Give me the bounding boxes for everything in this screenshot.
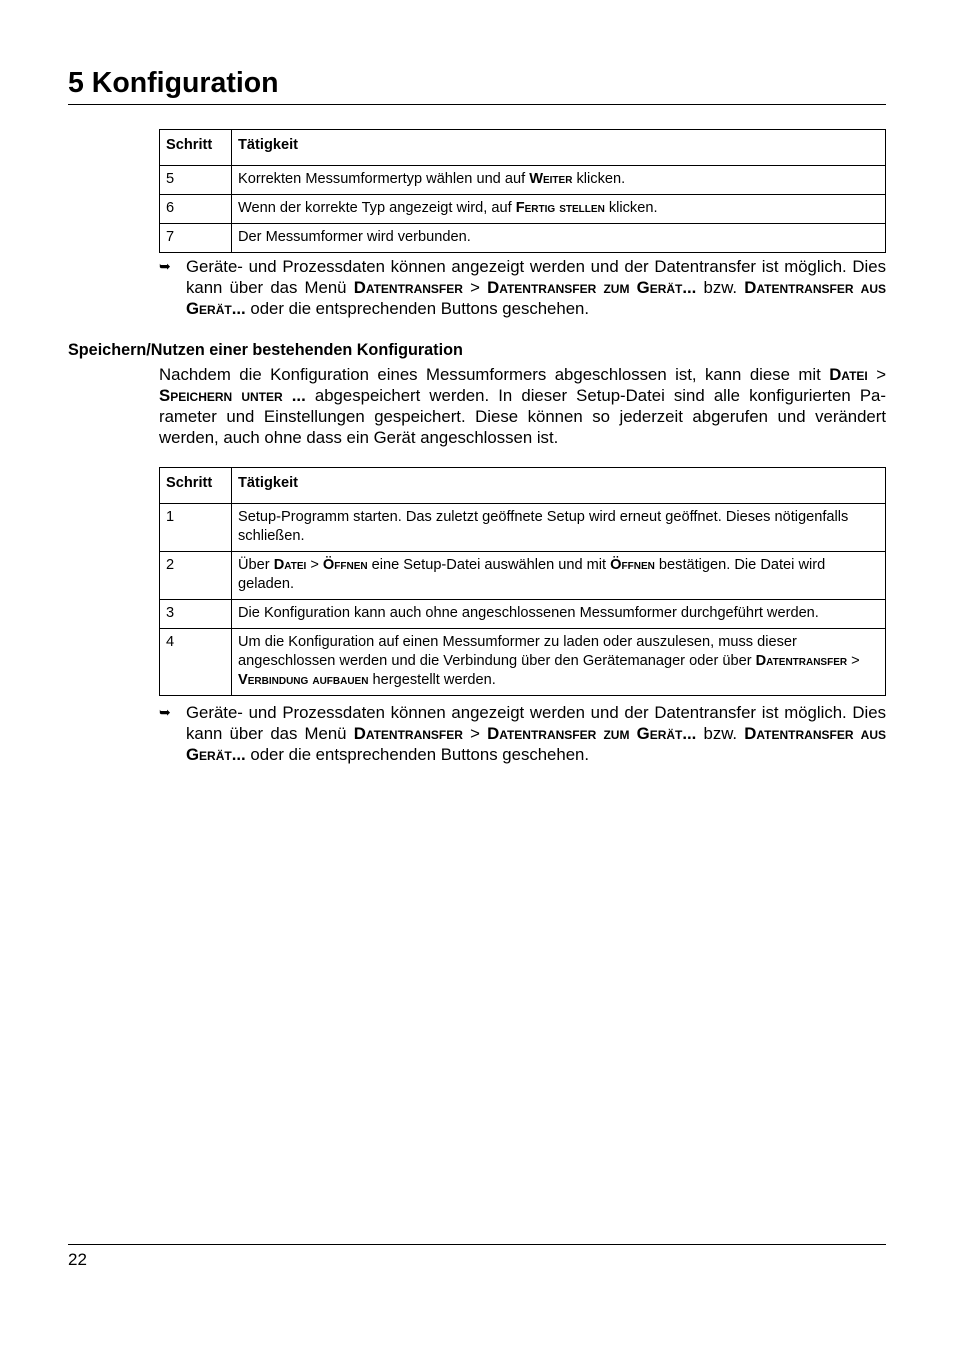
- activity-text: klicken.: [604, 200, 658, 216]
- step-number: 7: [160, 224, 232, 253]
- paragraph-text: abgespeichert werden. In dieser Setup-Datei sind alle konfigurierten Parameter und Einstellungen gespeichert. Diese können so jederzeit abgerufen und verändert werden, auch ohne dass ein Gerät angeschlossen ist.: [159, 386, 886, 447]
- menu-separator: >: [867, 365, 886, 384]
- arrow-bullet-icon: ➥: [159, 704, 171, 720]
- activity-text: Um die Konfiguration auf einen Messumformer zu laden oder auszulesen, muss dieser angeschlossen werden und die Verbindung über den Gerätemanager oder über: [238, 634, 797, 669]
- table-row: [160, 600, 886, 629]
- step-activity: [232, 552, 886, 600]
- table-row: [160, 629, 886, 696]
- note-text-part: Geräte- und Prozessdaten können angezeigt werden und der Datentransfer ist möglich. Dies kann über das Menü: [186, 257, 886, 297]
- menu-term: Datentransfer aus Gerät...: [186, 278, 886, 318]
- step-activity: [232, 629, 886, 696]
- column-header-activity: Tätigkeit: [232, 130, 886, 166]
- step-activity: Setup-Programm starten. Das zuletzt geöffnete Setup wird erneut geöffnet. Dieses nötigenfalls schließen.: [232, 504, 886, 552]
- step-number: 4: [160, 629, 232, 696]
- column-header-activity: Tätigkeit: [232, 468, 886, 504]
- note-text-part: oder die entsprechenden Buttons geschehen.: [245, 745, 590, 764]
- menu-separator: >: [847, 653, 860, 669]
- activity-text: hergestellt werden.: [368, 672, 496, 688]
- step-activity: [232, 166, 886, 195]
- menu-separator: >: [306, 557, 323, 573]
- step-number: 5: [160, 166, 232, 195]
- result-note: [159, 256, 886, 319]
- arrow-bullet-icon: ➥: [159, 258, 171, 274]
- result-note: [159, 702, 886, 765]
- activity-text: Korrekten Messumformertyp wählen und auf: [238, 171, 530, 187]
- table-row: [160, 552, 886, 600]
- table-row: [160, 166, 886, 195]
- step-activity: [232, 224, 886, 253]
- note-text: [186, 702, 886, 765]
- step-number: 1: [160, 504, 232, 552]
- menu-term: Datentransfer: [353, 724, 463, 743]
- menu-separator: >: [462, 724, 488, 743]
- column-header-step: Schritt: [160, 468, 232, 504]
- menu-term: Öffnen: [322, 557, 368, 573]
- note-text-part: Geräte- und Prozessdaten können angezeigt werden und der Datentransfer ist möglich. Dies kann über das Menü: [186, 703, 886, 743]
- menu-term: Öffnen: [610, 557, 655, 573]
- menu-term: Weiter: [529, 171, 573, 187]
- note-text: [186, 256, 886, 319]
- menu-term: Datentransfer aus Gerät...: [186, 724, 886, 764]
- menu-term: Fertig stellen: [515, 200, 605, 216]
- note-text-part: bzw.: [696, 278, 745, 297]
- activity-text: eine Setup-Datei auswählen und mit: [367, 557, 611, 573]
- activity-text: Wenn der korrekte Typ angezeigt wird, auf: [238, 200, 516, 216]
- section-paragraph: [159, 364, 886, 448]
- page-number: 22: [68, 1250, 87, 1269]
- table-row: [160, 504, 886, 552]
- footer-divider: [68, 1244, 886, 1245]
- note-text-part: bzw.: [696, 724, 745, 743]
- activity-text: Über: [238, 557, 274, 573]
- step-number: 3: [160, 600, 232, 629]
- step-activity: [232, 195, 886, 224]
- steps-table-load-config: [159, 467, 886, 696]
- menu-term: Datentransfer: [353, 278, 463, 297]
- table-row: [160, 224, 886, 253]
- activity-text: klicken.: [572, 171, 626, 187]
- steps-table-connect: [159, 129, 886, 253]
- menu-term: Datei: [829, 365, 868, 384]
- activity-text: bestätigen. Die Datei wird geladen.: [238, 557, 826, 592]
- note-text-part: oder die entsprechenden Buttons geschehen.: [245, 299, 590, 318]
- menu-term: Verbindung aufbauen: [238, 672, 369, 688]
- section-heading: Speichern/Nutzen einer bestehenden Konfiguration: [68, 341, 463, 359]
- table-header-row: [160, 130, 886, 166]
- table-header-row: [160, 468, 886, 504]
- menu-term: Datentransfer zum Gerät...: [487, 278, 697, 297]
- activity-text: Der Messumformer wird verbunden.: [238, 229, 471, 245]
- column-header-step: Schritt: [160, 130, 232, 166]
- paragraph-text: Nachdem die Konfiguration eines Messumformers abgeschlossen ist, kann diese mit: [159, 365, 830, 384]
- menu-term: Datei: [273, 557, 307, 573]
- step-number: 6: [160, 195, 232, 224]
- step-activity: Die Konfiguration kann auch ohne angeschlossenen Messumformer durchgeführt werden.: [232, 600, 886, 629]
- table-row: [160, 195, 886, 224]
- menu-term: Datentransfer zum Gerät...: [487, 724, 697, 743]
- page-title: 5 Konfiguration: [68, 62, 886, 105]
- menu-term: Datentransfer: [755, 653, 848, 669]
- menu-separator: >: [462, 278, 488, 297]
- step-number: 2: [160, 552, 232, 600]
- menu-term: Speichern unter ...: [159, 386, 306, 405]
